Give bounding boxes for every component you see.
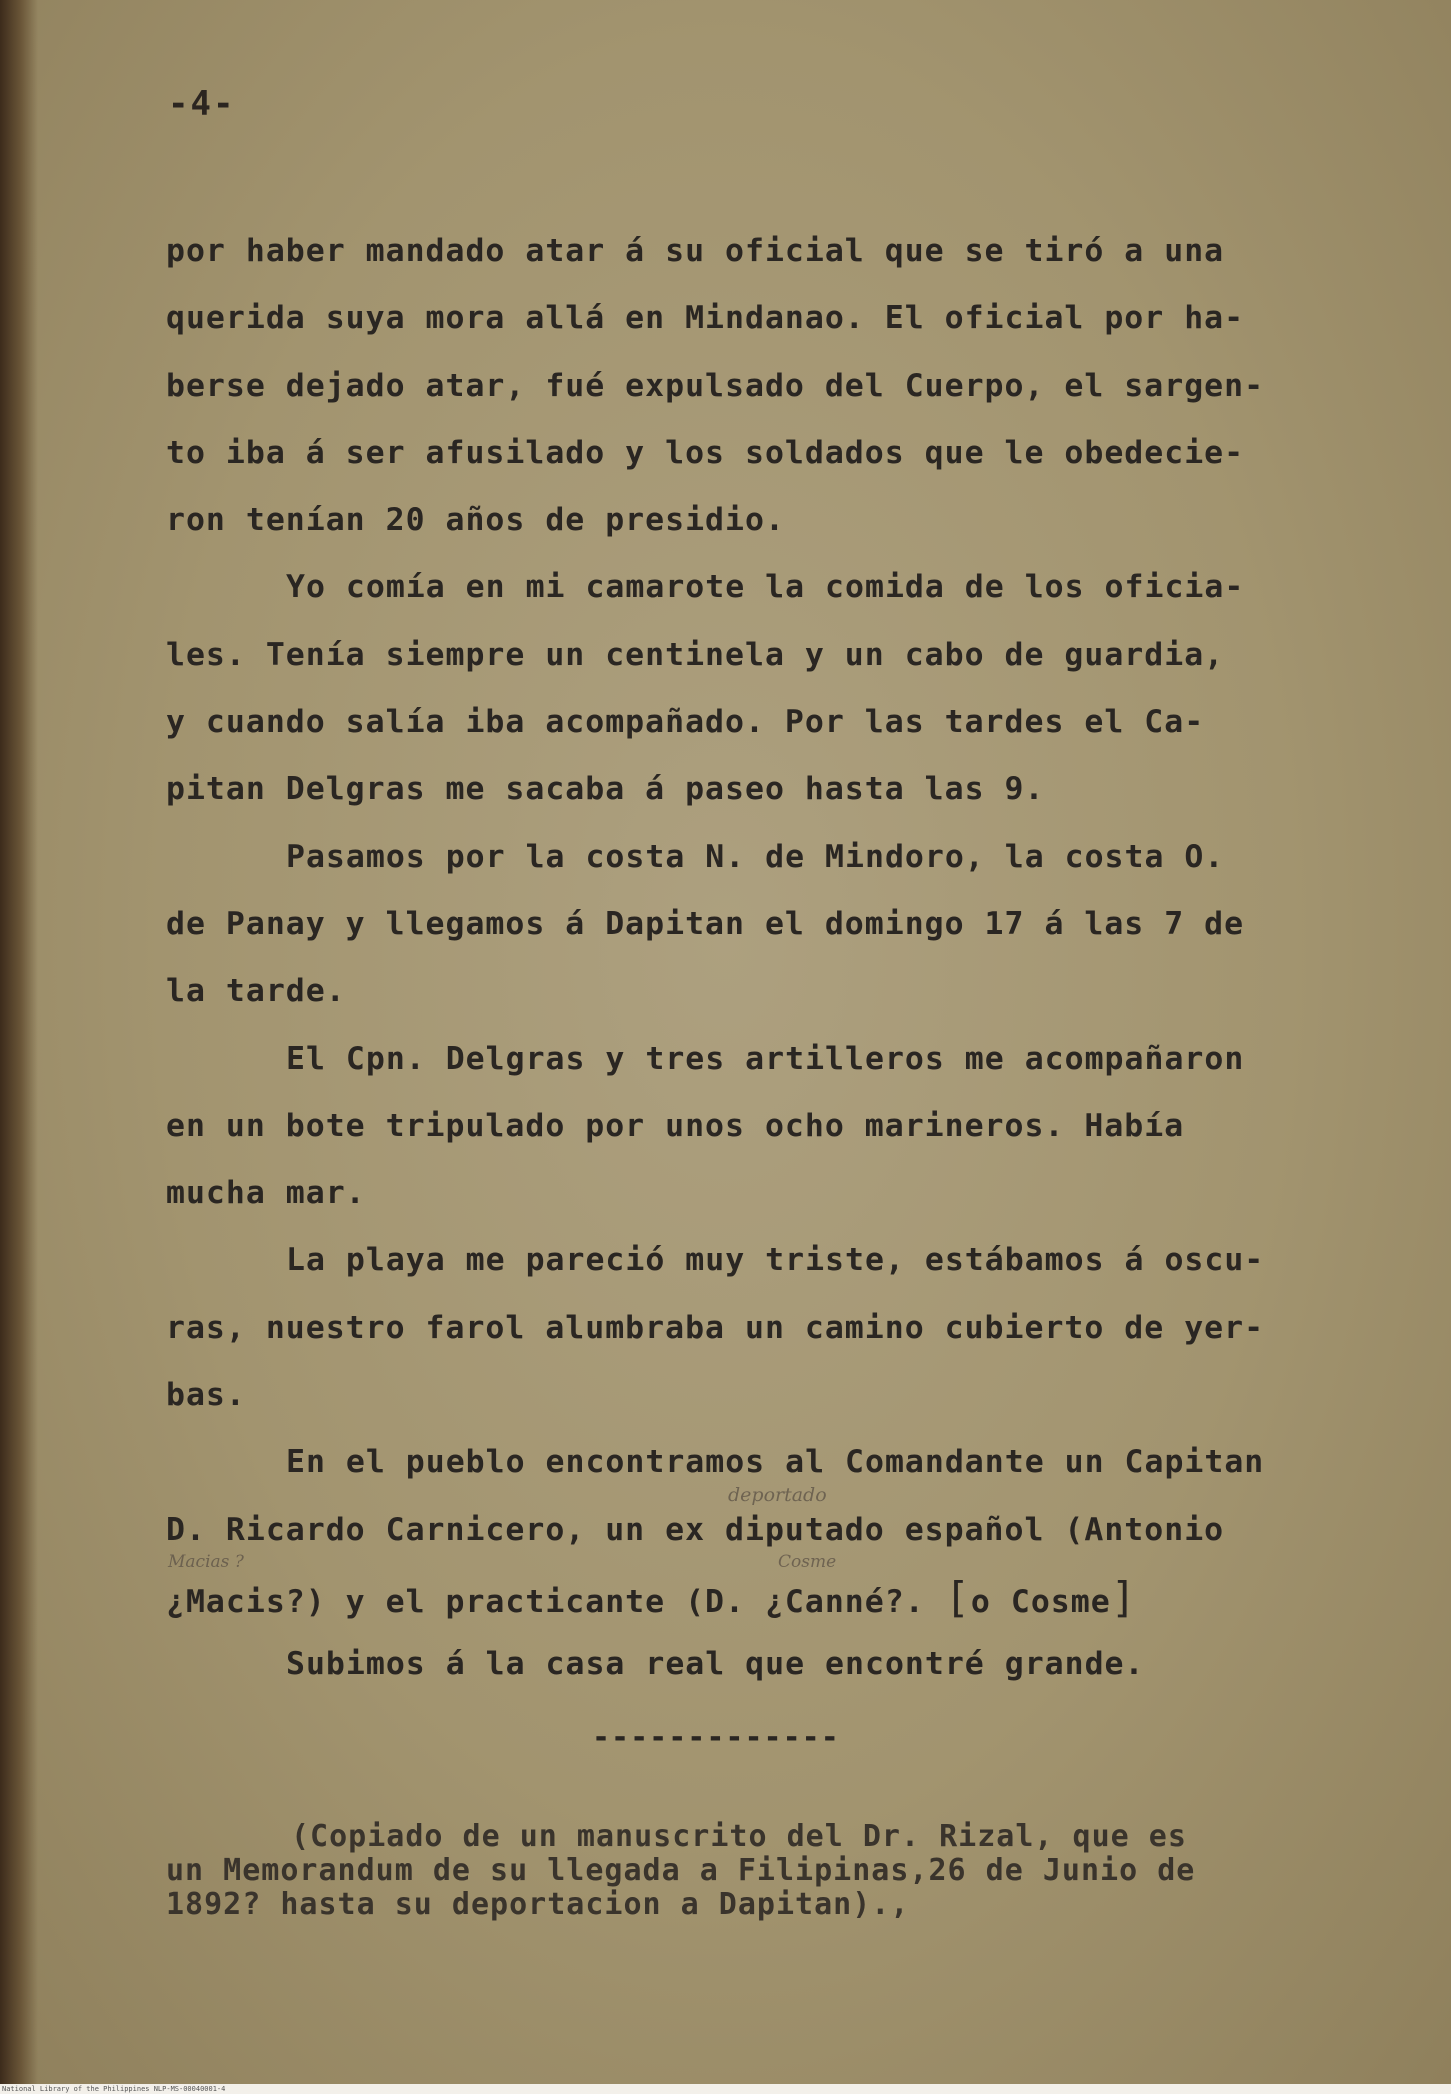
- page-binding-shadow: [0, 0, 38, 2084]
- document-body: [166, 218, 1286, 1699]
- section-divider: -------------: [592, 1720, 840, 1755]
- text-line: por haber mandado atar á su oficial que se tiró a una: [166, 233, 1225, 269]
- text-line: les. Tenía siempre un centinela y un cabo de guardia,: [166, 636, 1225, 673]
- text-line: y cuando salía iba acompañado. Por las tardes el Ca-: [166, 704, 1205, 741]
- scan-footer: National Library of the Philippines NLP-MS-00040001-4: [0, 2084, 1451, 2094]
- text-line: mucha mar.: [166, 1175, 366, 1212]
- footnote-line: 1892? hasta su deportacion a Dapitan).,: [166, 1887, 910, 1922]
- text-line: Pasamos por la costa N. de Mindoro, la costa O.: [286, 838, 1225, 875]
- bracketed-insertion: o Cosme: [970, 1583, 1111, 1620]
- footnote: [166, 1820, 1316, 1922]
- footnote-line: (Copiado de un manuscrito del Dr. Rizal, que es: [291, 1819, 1187, 1854]
- bracket-open: [: [944, 1572, 971, 1622]
- text-line: D. Ricardo Carnicero, un ex diputado español (Antonio: [166, 1511, 1225, 1548]
- footnote-line: un Memorandum de su llegada a Filipinas,26 de Junio de: [166, 1853, 1196, 1888]
- text-line: en un bote tripulado por unos ocho marineros. Había: [166, 1107, 1185, 1144]
- bracket-close: ]: [1110, 1572, 1137, 1622]
- page-number: -4-: [168, 84, 236, 124]
- handwritten-annotation: deportado: [728, 1484, 827, 1506]
- text-line: Subimos á la casa real que encontré grande.: [286, 1646, 1145, 1683]
- text-line: la tarde.: [166, 973, 346, 1010]
- text-line: ¿Macis?) y el practicante (D. ¿Canné?.: [166, 1583, 925, 1620]
- text-line: Yo comía en mi camarote la comida de los oficia-: [286, 569, 1245, 606]
- text-line: de Panay y llegamos á Dapitan el domingo 17 á las 7 de: [166, 905, 1245, 942]
- text-line-with-bracket: [166, 1564, 1286, 1631]
- text-line: querida suya mora allá en Mindanao. El oficial por ha-: [166, 300, 1245, 337]
- text-line: La playa me pareció muy triste, estábamos á oscu-: [286, 1242, 1265, 1279]
- text-line: bas.: [166, 1377, 246, 1414]
- text-line: ras, nuestro farol alumbraba un camino cubierto de yer-: [166, 1309, 1265, 1346]
- handwritten-annotation: Macias ?: [168, 1552, 244, 1572]
- text-line: En el pueblo encontramos al Comandante un Capitan: [286, 1444, 1265, 1481]
- text-line: pitan Delgras me sacaba á paseo hasta las 9.: [166, 771, 1045, 808]
- text-line: berse dejado atar, fué expulsado del Cuerpo, el sargen-: [166, 367, 1265, 404]
- text-line: ron tenían 20 años de presidio.: [166, 502, 785, 539]
- text-line: to iba á ser afusilado y los soldados que le obedecie-: [166, 434, 1245, 471]
- text-line: El Cpn. Delgras y tres artilleros me acompañaron: [286, 1040, 1245, 1077]
- handwritten-annotation: Cosme: [778, 1552, 837, 1572]
